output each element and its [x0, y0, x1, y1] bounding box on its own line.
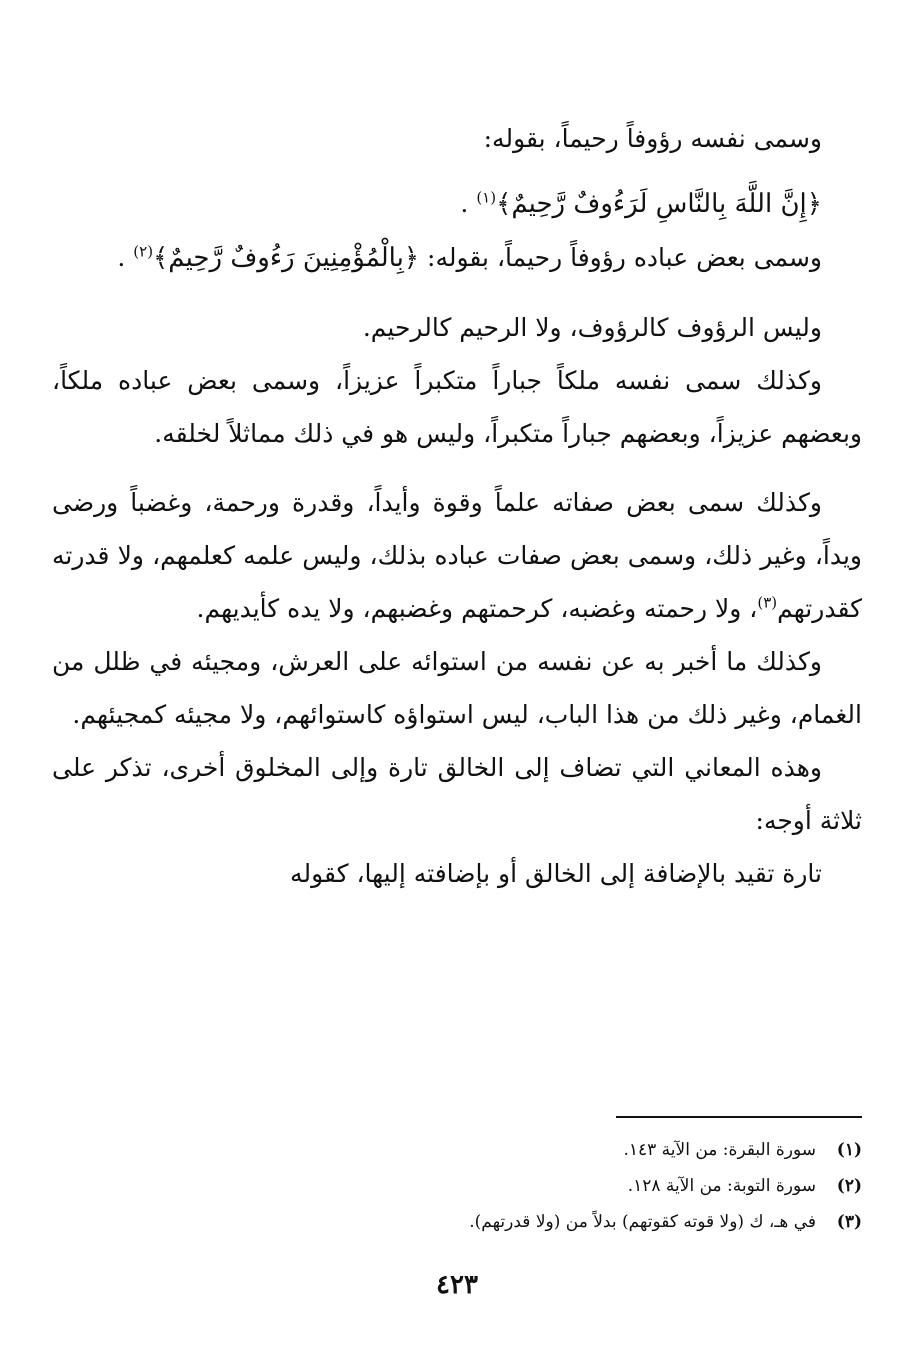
paragraph-1-text: وسمى نفسه رؤوفاً رحيماً، بقوله: [483, 124, 822, 153]
main-text [52, 112, 862, 900]
footnotes [52, 1132, 862, 1240]
paragraph-9-text: تارة تقيد بالإضافة إلى الخالق أو بإضافته إليها، كقوله [290, 859, 822, 888]
quran-verse-2: ﴿بِالْمُؤْمِنِينَ رَءُوفٌ رَّحِيمٌ﴾ [153, 243, 420, 273]
footnote-2-text: سورة التوبة: من الآية ١٢٨. [627, 1176, 816, 1196]
paragraph-3-text: وسمى بعض عباده رؤوفاً رحيماً، بقوله: [427, 243, 822, 272]
paragraph-4 [52, 301, 862, 354]
paragraph-3 [52, 231, 862, 285]
paragraph-7 [52, 635, 862, 741]
paragraph-8-text: وهذه المعاني التي تضاف إلى الخالق تارة وإلى المخلوق أخرى، تذكر على ثلاثة أوجه: [52, 753, 862, 835]
footnote-3-number: (٣) [836, 1212, 862, 1232]
paragraph-8 [52, 741, 862, 847]
footnote-2-number: (٢) [836, 1176, 862, 1196]
verse-2-end: . [117, 243, 126, 272]
paragraph-7-text: وكذلك ما أخبر به عن نفسه من استوائه على العرش، ومجيئه في ظلل من الغمام، وغير ذلك من هذا الباب، ليس استواؤه كاستوائهم، ولا مجيئه كمجيئهم. [52, 647, 862, 729]
footnote-3 [52, 1204, 862, 1240]
footnote-divider [616, 1116, 862, 1118]
footnote-1-number: (١) [836, 1140, 862, 1160]
paragraph-1 [52, 112, 862, 165]
paragraph-5 [52, 354, 862, 460]
page-number: ٤٢٣ [436, 1270, 478, 1300]
paragraph-4-text: وليس الرؤوف كالرؤوف، ولا الرحيم كالرحيم. [362, 313, 822, 342]
paragraph-5-text: وكذلك سمى نفسه ملكاً جباراً متكبراً عزيزاً، وسمى بعض عباده ملكاً، وبعضهم عزيزاً، وبعضهم جباراً متكبراً، وليس هو في ذلك مماثلاً لخلقه. [52, 366, 862, 448]
paragraph-9 [52, 847, 862, 900]
footnote-ref-3: (٣) [757, 593, 778, 612]
paragraph-6-text-a: وكذلك سمى بعض صفاته علماً وقوة وأيداً، وقدرة ورحمة، وغضباً ورضى ويداً، وغير ذلك، وسمى بعض صفات عباده بذلك، وليس علمه كعلمهم، ولا قدرته كقدرتهم [52, 488, 862, 623]
footnote-1 [52, 1132, 862, 1168]
footnote-1-text: سورة البقرة: من الآية ١٤٣. [623, 1140, 816, 1160]
quran-verse-1: ﴿إِنَّ اللَّهَ بِالنَّاسِ لَرَءُوفٌ رَّحِيمٌ﴾ [496, 189, 822, 219]
footnote-ref-1: (١) [476, 188, 497, 207]
paragraph-2-verse [52, 177, 862, 231]
footnote-2 [52, 1168, 862, 1204]
footnote-3-text: في هـ، ك (ولا قوته كقوتهم) بدلاً من (ولا قدرتهم). [469, 1212, 816, 1232]
footnote-ref-2: (٢) [133, 242, 154, 261]
paragraph-6 [52, 476, 862, 635]
verse-1-end: . [460, 189, 469, 218]
paragraph-6-text-b: ، ولا رحمته وغضبه، كرحمتهم وغضبهم، ولا يده كأيديهم. [196, 594, 758, 623]
